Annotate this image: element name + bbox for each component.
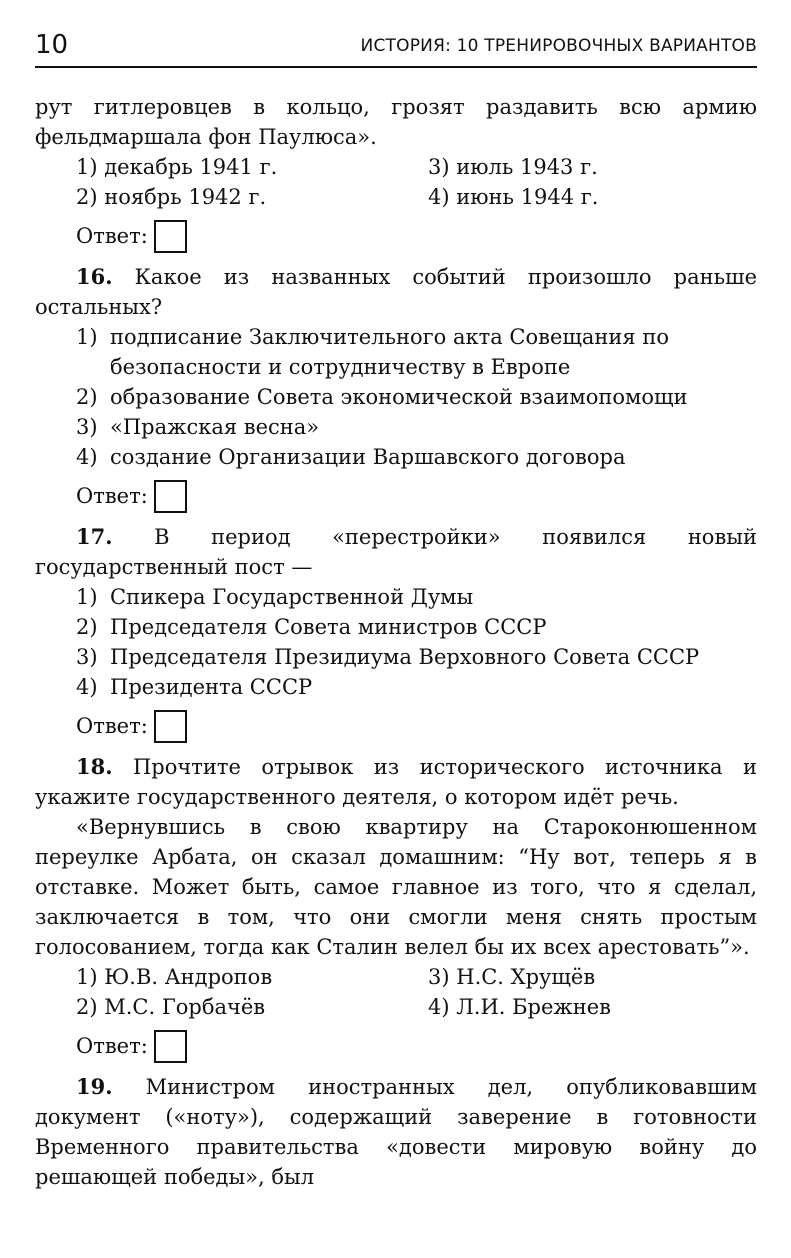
q15-text: рут гитлеровцев в кольцо, грозят раздавить всю армию фельдмаршала фон Паулюса». (35, 95, 757, 149)
option-text: Л.И. Брежнев (456, 995, 611, 1019)
option-number: 4) (428, 995, 450, 1019)
option-number: 3) (428, 965, 450, 989)
answer-label: Ответ: (76, 1034, 148, 1058)
q18-quote: «Вернувшись в свою квартиру на Староконюшенном переулке Арбата, он сказал домашним: “Ну вот, теперь я в отставке. Может быть, самое главное из того, что я сделал, заключается в том, что они смогли меня снять простым голосованием, тогда как Сталин велел бы их всех арестовать”». (35, 815, 757, 959)
option-text: ноябрь 1942 г. (104, 185, 267, 209)
option-number: 4) (76, 675, 98, 699)
q16-option-1 (76, 322, 757, 382)
q19-number: 19. (76, 1074, 113, 1099)
option-number: 3) (428, 155, 450, 179)
option-number: 2) (76, 385, 98, 409)
option-text: июль 1943 г. (456, 155, 598, 179)
q19-question: Министром иностранных дел, опубликовавшим документ («ноту»), содержащий заверение в готовности Временного правительства «довести мировую войну до решающей победы», был (35, 1075, 757, 1189)
option-text: Президента СССР (110, 675, 313, 699)
option-number: 1) (76, 155, 98, 179)
page-content (35, 92, 757, 1192)
option-number: 2) (76, 615, 98, 639)
option-number: 2) (76, 185, 98, 209)
option-text: Спикера Государственной Думы (110, 585, 474, 609)
q18-options (35, 962, 757, 1022)
option-number: 1) (76, 965, 98, 989)
q19-text (35, 1072, 757, 1192)
q18-text (35, 752, 757, 812)
option-text: Ю.В. Андропов (104, 965, 273, 989)
q18-answer (35, 1026, 757, 1066)
q17-option-4 (76, 672, 757, 702)
option-text: Председателя Президиума Верховного Совета СССР (110, 645, 700, 669)
q17-answer-box[interactable] (154, 710, 187, 743)
q16-option-3 (76, 412, 757, 442)
q18-question: Прочтите отрывок из исторического источника и укажите государственного деятеля, о котором идёт речь. (35, 755, 757, 809)
q15-option-1 (76, 152, 428, 182)
q16-option-4 (76, 442, 757, 472)
option-number: 2) (76, 995, 98, 1019)
q17-number: 17. (76, 524, 113, 549)
option-text: Председателя Совета министров СССР (110, 615, 547, 639)
q16-option-2 (76, 382, 757, 412)
option-text: образование Совета экономической взаимопомощи (110, 385, 688, 409)
option-number: 3) (76, 645, 98, 669)
q17-option-2 (76, 612, 757, 642)
q16-text (35, 262, 757, 322)
option-text: июнь 1944 г. (456, 185, 599, 209)
q17-answer (35, 706, 757, 746)
q18-option-4 (428, 992, 728, 1022)
q16-question: Какое из названных событий произошло раньше остальных? (35, 265, 757, 319)
q18-answer-box[interactable] (154, 1030, 187, 1063)
q15-answer (35, 216, 757, 256)
running-title: ИСТОРИЯ: 10 ТРЕНИРОВОЧНЫХ ВАРИАНТОВ (360, 36, 757, 56)
option-number: 4) (76, 445, 98, 469)
option-text: «Пражская весна» (110, 415, 320, 439)
q16-options (35, 322, 757, 472)
q15-option-2 (76, 182, 428, 212)
q17-options (35, 582, 757, 702)
q17-option-3 (76, 642, 757, 672)
page-number: 10 (35, 30, 69, 60)
q15-options (35, 152, 757, 212)
answer-label: Ответ: (76, 484, 148, 508)
option-number: 1) (76, 585, 98, 609)
option-text: М.С. Горбачёв (104, 995, 266, 1019)
answer-label: Ответ: (76, 714, 148, 738)
q17-option-1 (76, 582, 757, 612)
q15-answer-box[interactable] (154, 220, 187, 253)
q15-option-4 (428, 182, 728, 212)
page-header (35, 28, 757, 68)
q18-option-1 (76, 962, 428, 992)
q16-number: 16. (76, 264, 113, 289)
option-number: 4) (428, 185, 450, 209)
q16-answer-box[interactable] (154, 480, 187, 513)
option-text: декабрь 1941 г. (104, 155, 278, 179)
option-text: создание Организации Варшавского договора (110, 445, 626, 469)
q17-text (35, 522, 757, 582)
option-number: 1) (76, 325, 98, 349)
option-number: 3) (76, 415, 98, 439)
q18-option-2 (76, 992, 428, 1022)
q18-option-3 (428, 962, 728, 992)
q16-answer (35, 476, 757, 516)
q17-question: В период «перестройки» появился новый государственный пост — (35, 525, 757, 579)
q18-number: 18. (76, 754, 113, 779)
option-text: Н.С. Хрущёв (456, 965, 596, 989)
option-text: подписание Заключительного акта Совещания по безопасности и сотрудничеству в Европе (110, 325, 669, 379)
q15-option-3 (428, 152, 728, 182)
answer-label: Ответ: (76, 224, 148, 248)
